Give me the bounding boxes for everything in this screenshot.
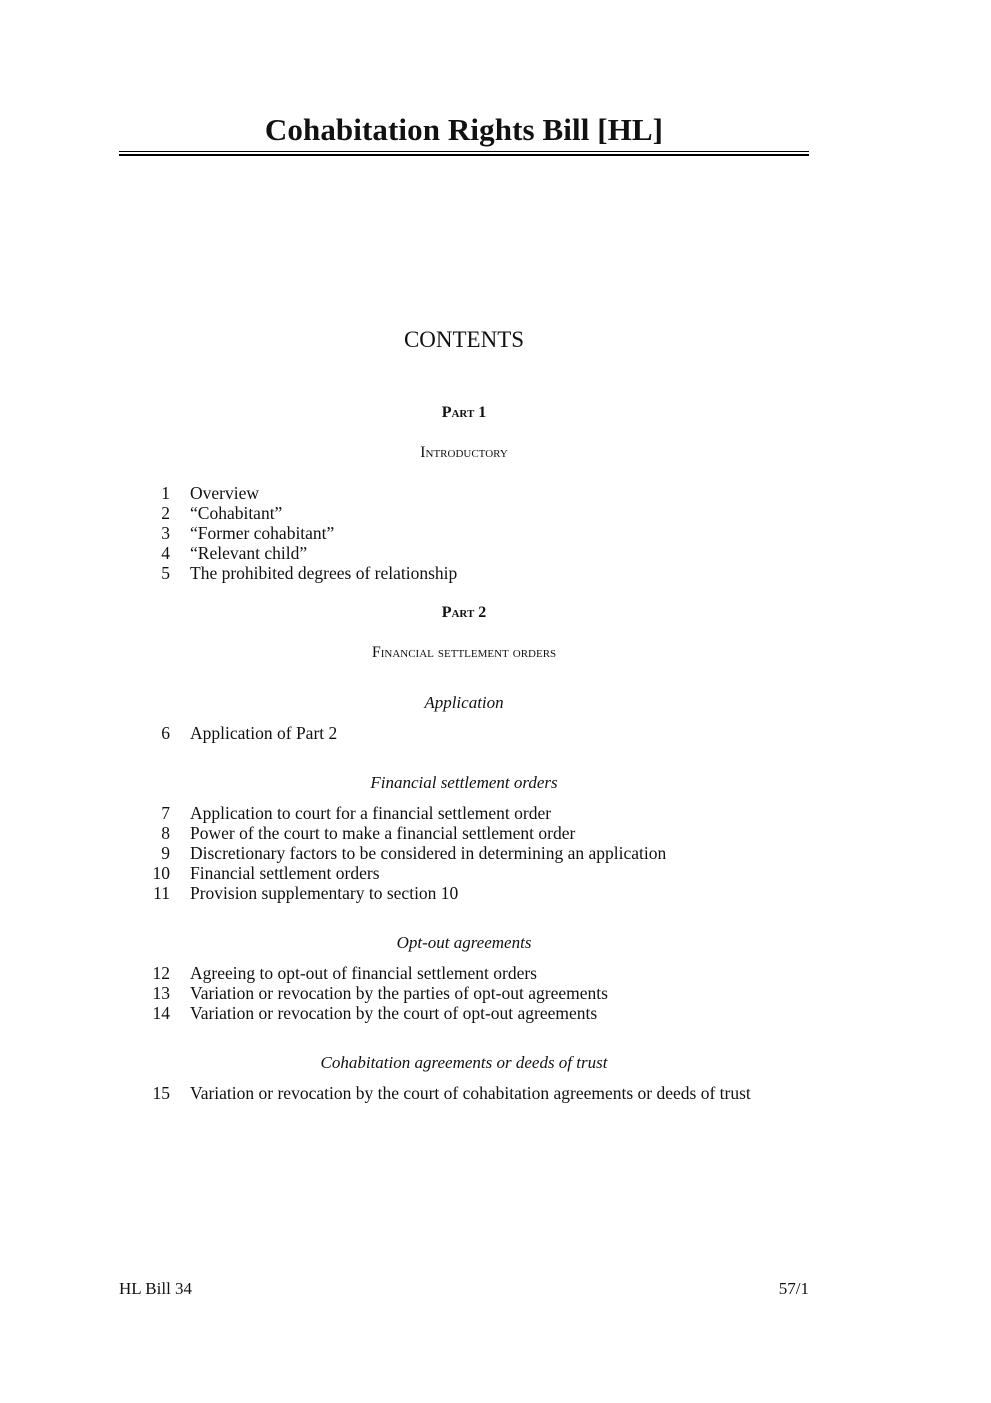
part-1-heading: Introductory xyxy=(420,444,508,461)
toc-entry[interactable] xyxy=(140,563,810,583)
part-1-label: Part 1 xyxy=(441,404,487,421)
entry-text: Application to court for a financial settlement order xyxy=(190,803,552,823)
application-entries xyxy=(140,723,810,743)
entry-text: Discretionary factors to be considered in determining an application xyxy=(190,843,667,863)
entry-text: Financial settlement orders xyxy=(190,863,380,883)
entry-number: 14 xyxy=(152,1003,170,1023)
entry-text: “Relevant child” xyxy=(190,543,308,563)
entry-number: 4 xyxy=(161,543,170,563)
toc-entry[interactable] xyxy=(140,1083,810,1103)
subheading-application: Application xyxy=(424,693,504,712)
contents-heading: CONTENTS xyxy=(403,327,525,352)
entry-text: Application of Part 2 xyxy=(190,723,338,743)
part-2-heading: Financial settlement orders xyxy=(371,644,557,661)
toc-entry[interactable] xyxy=(140,963,810,983)
title-rule-thin xyxy=(119,151,809,152)
entry-text: The prohibited degrees of relationship xyxy=(190,563,458,583)
entry-number: 11 xyxy=(153,883,170,903)
toc-entry[interactable] xyxy=(140,503,810,523)
part-2-label: Part 2 xyxy=(441,604,487,621)
document-title: Cohabitation Rights Bill [HL] xyxy=(264,112,664,147)
toc-entry[interactable] xyxy=(140,883,810,903)
entry-number: 8 xyxy=(161,823,170,843)
toc-entry[interactable] xyxy=(140,483,810,503)
entry-number: 9 xyxy=(161,843,170,863)
subheading-financial-settlement-orders: Financial settlement orders xyxy=(370,773,558,792)
entry-number: 12 xyxy=(152,963,170,983)
financial-settlement-entries xyxy=(140,803,810,903)
part-1-entries xyxy=(140,483,810,583)
entry-number: 15 xyxy=(152,1083,170,1103)
entry-number: 10 xyxy=(152,863,170,883)
toc-entry[interactable] xyxy=(140,863,810,883)
entry-text: Overview xyxy=(190,483,260,503)
toc-entry[interactable] xyxy=(140,803,810,823)
entry-text: Agreeing to opt-out of financial settlement orders xyxy=(190,963,537,983)
cohabitation-agreement-entries xyxy=(140,1083,810,1103)
entry-text: Variation or revocation by the court of cohabitation agreements or deeds of trust xyxy=(190,1083,751,1103)
page-reference: 57/1 xyxy=(778,1279,809,1298)
entry-text: Variation or revocation by the parties of opt-out agreements xyxy=(190,983,608,1003)
toc-entry[interactable] xyxy=(140,823,810,843)
toc-entry[interactable] xyxy=(140,1003,810,1023)
entry-number: 13 xyxy=(152,983,170,1003)
toc-entry[interactable] xyxy=(140,843,810,863)
entry-text: Provision supplementary to section 10 xyxy=(190,883,459,903)
bill-number: HL Bill 34 xyxy=(119,1279,193,1298)
toc-entry[interactable] xyxy=(140,723,810,743)
entry-number: 7 xyxy=(161,803,170,823)
entry-number: 1 xyxy=(161,483,170,503)
toc-entry[interactable] xyxy=(140,543,810,563)
entry-number: 6 xyxy=(161,723,170,743)
toc-entry[interactable] xyxy=(140,523,810,543)
entry-text: Power of the court to make a financial settlement order xyxy=(190,823,576,843)
entry-number: 5 xyxy=(161,563,170,583)
entry-number: 2 xyxy=(161,503,170,523)
subheading-cohabitation-agreements: Cohabitation agreements or deeds of trust xyxy=(320,1053,608,1072)
toc-entry[interactable] xyxy=(140,983,810,1003)
opt-out-entries xyxy=(140,963,810,1023)
entry-text: “Cohabitant” xyxy=(190,503,283,523)
entry-text: “Former cohabitant” xyxy=(190,523,335,543)
subheading-opt-out-agreements: Opt-out agreements xyxy=(396,933,532,952)
entry-text: Variation or revocation by the court of opt-out agreements xyxy=(190,1003,598,1023)
entry-number: 3 xyxy=(161,523,170,543)
title-rule-thick xyxy=(119,154,809,156)
